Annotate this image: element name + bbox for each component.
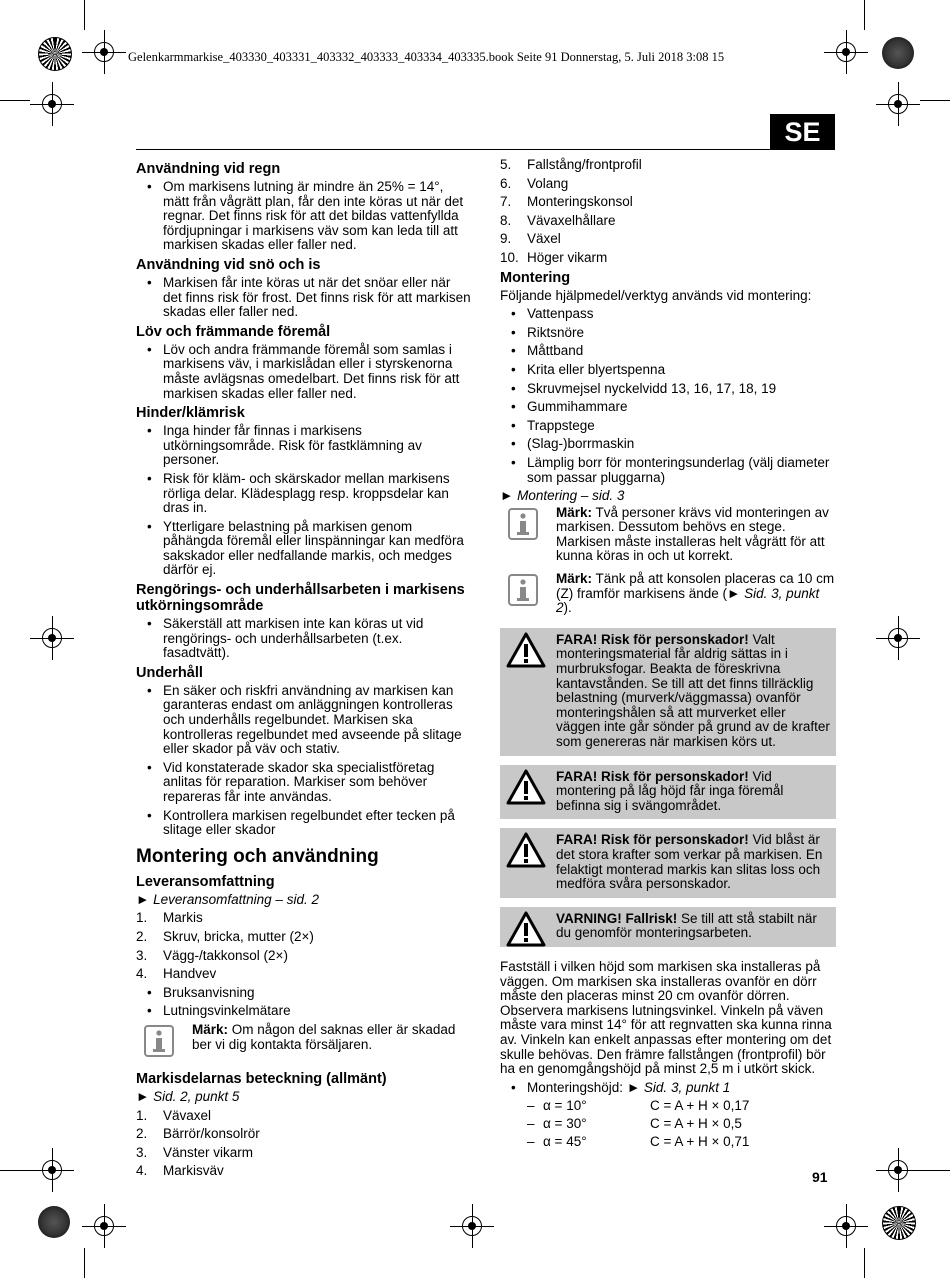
warning-label: VARNING! Fallrisk! bbox=[556, 910, 678, 926]
info-icon bbox=[144, 1025, 174, 1057]
list-item: 4. Markisväv bbox=[136, 1163, 224, 1179]
right-column bbox=[500, 158, 836, 1153]
registration-crosshair bbox=[884, 90, 912, 118]
list-item: 2. Skruv, bricka, mutter (2×) bbox=[136, 928, 314, 944]
warning-text: Se till att stå stabilt när du genomför monteringsarbeten. bbox=[556, 910, 817, 941]
bullet-list-rengoring bbox=[136, 617, 472, 661]
list-item: 3. Vänster vikarm bbox=[136, 1144, 254, 1160]
paragraph-installation-height: Fastställ i vilken höjd som markisen ska installeras på väggen. Om markisen ska installeras ovanför en dörr måste den placeras minst 20 cm ovanför dörren. Observera markisens lutningsvinkel. Vinkeln på väven måste vara minst 14° för att regnvatten ska kunna rinna av. Vinkeln kan enkelt anpassas efter montering om det skulle behövas. Den främre fallstången (frontprofil) bör ha en genomgångshöjd på minst 2,5 m i utkört skick. bbox=[500, 958, 832, 1077]
warning-triangle-icon bbox=[506, 832, 546, 868]
list-item: • Bruksanvisning bbox=[136, 986, 472, 1001]
list-item: 8. Vävaxelhållare bbox=[500, 212, 616, 228]
registration-crosshair bbox=[38, 1156, 66, 1184]
warning-text: Vid montering på låg höjd får inga föremål befinna sig i svängområdet. bbox=[556, 768, 784, 813]
list-item: • Risk för kläm- och skärskador mellan markisens rörliga delar. Klädesplagg resp. kroppsdelar kan dras in. bbox=[136, 472, 472, 516]
section-title-montering: Montering bbox=[500, 269, 571, 286]
warning-box bbox=[500, 628, 836, 756]
list-item: 9. Växel bbox=[500, 231, 561, 247]
bullet-list-leverans bbox=[136, 986, 472, 1019]
section-title-rengoring: Rengörings- och underhållsarbeten i markisens utkörningsområde bbox=[136, 582, 465, 615]
crop-line bbox=[920, 100, 950, 101]
info-icon bbox=[508, 508, 538, 540]
list-item: • Ytterligare belastning på markisen genom påhängda föremål eller linspänningar kan medföra sakskador eller nedfallande markis, och medges därför ej. bbox=[136, 520, 472, 578]
print-info-header: Gelenkarmmarkise_403330_403331_403332_403333_403334_403335.book Seite 91 Donnerstag, 5. Juli 2018 3:08 15 bbox=[128, 50, 725, 64]
list-item: • Vid konstaterade skador ska specialistföretag anlitas för reparation. Markiser som behöver repareras får inte användas. bbox=[136, 761, 472, 805]
list-item: 4. Handvev bbox=[136, 966, 217, 982]
registration-crosshair bbox=[884, 1156, 912, 1184]
list-item: • Lutningsvinkelmätare bbox=[136, 1004, 472, 1019]
warning-box bbox=[500, 828, 836, 897]
registration-crosshair bbox=[90, 38, 118, 66]
cross-reference: ► Leveransomfattning – sid. 2 bbox=[136, 891, 319, 907]
section-title-regn: Användning vid regn bbox=[136, 161, 281, 177]
list-item: 5. Fallstång/frontprofil bbox=[500, 157, 642, 172]
numbered-list-delar bbox=[136, 1109, 472, 1179]
note-text: Två personer krävs vid monteringen av markisen. Dessutom behövs en stege. Markisen måste installeras helt vågrätt för att kunna köras in och ut korrekt. bbox=[556, 504, 829, 564]
note-label: Märk: bbox=[556, 504, 593, 520]
list-item: • Gummihammare bbox=[500, 400, 836, 415]
registration-crosshair bbox=[38, 624, 66, 652]
note-box bbox=[500, 506, 836, 564]
list-item: 2. Bärrör/konsolrör bbox=[136, 1126, 260, 1142]
list-item: • En säker och riskfri användning av markisen kan garanteras endast om anläggningen kontrolleras och underhålls regelbundet. Markisen ska kontrolleras regelbundet med avseende på slitage eller skador på väv och stativ. bbox=[136, 684, 472, 757]
info-icon bbox=[508, 574, 538, 606]
list-item: 7. Monteringskonsol bbox=[500, 194, 633, 210]
formula-row: – α = 10° C = A + H × 0,17 bbox=[527, 1098, 750, 1114]
list-item: 3. Vägg-/takkonsol (2×) bbox=[136, 947, 288, 963]
paragraph: Följande hjälpmedel/verktyg används vid montering: bbox=[500, 287, 812, 303]
formula-row: – α = 30° C = A + H × 0,5 bbox=[527, 1116, 742, 1132]
list-item: • Skruvmejsel nyckelvidd 13, 16, 17, 18, 19 bbox=[500, 382, 836, 397]
list-item: 10. Höger vikarm bbox=[500, 249, 608, 265]
section-title-hinder: Hinder/klämrisk bbox=[136, 405, 245, 422]
registration-crosshair bbox=[458, 1212, 486, 1240]
section-title-sno: Användning vid snö och is bbox=[136, 256, 321, 273]
registration-crosshair bbox=[884, 624, 912, 652]
bullet-list-lov bbox=[136, 343, 472, 401]
list-item: 6. Volang bbox=[500, 175, 569, 191]
registration-dot bbox=[38, 1206, 70, 1238]
bullet-list-underhall bbox=[136, 684, 472, 838]
crop-line bbox=[0, 1170, 30, 1171]
list-item: • Krita eller blyertspenna bbox=[500, 363, 836, 378]
list-item: • Löv och andra främmande föremål som samlas i markisens väv, i markislådan eller i styrskenorna måste avlägsnas omedelbart. Det finns risk för att markisen skadas eller faller ned. bbox=[136, 343, 472, 401]
note-text-end: ). bbox=[563, 600, 572, 616]
numbered-list-leverans bbox=[136, 911, 472, 981]
registration-starburst bbox=[38, 37, 72, 71]
registration-crosshair bbox=[832, 38, 860, 66]
list-item: • (Slag-)borrmaskin bbox=[500, 437, 836, 452]
registration-crosshair bbox=[90, 1212, 118, 1240]
warning-label: FARA! Risk för personskador! bbox=[556, 832, 749, 848]
list-item: • Inga hinder får finnas i markisens utkörningsområde. Risk för fastklämning av personer. bbox=[136, 424, 472, 468]
crop-line bbox=[864, 0, 865, 30]
chapter-heading: Montering och användning bbox=[136, 845, 379, 867]
registration-crosshair bbox=[832, 1212, 860, 1240]
section-title-leverans: Leveransomfattning bbox=[136, 873, 275, 890]
warning-text: Valt monteringsmaterial får aldrig sättas in i murbruksfogar. Beakta de föreskrivna kantavstånden. Se till att det finns tillräcklig belastning (murverk/väggmassa) ovanför monteringshålen så att murverket eller väggen inte går sönder på grund av de krafter som genereras när markisen körs ut. bbox=[556, 631, 830, 749]
note-box bbox=[500, 572, 836, 616]
list-item: • Lämplig borr för monteringsunderlag (välj diameter som passar pluggarna) bbox=[500, 456, 836, 485]
bullet-list-regn bbox=[136, 180, 472, 253]
crop-line bbox=[0, 100, 30, 101]
warning-label: FARA! Risk för personskador! bbox=[556, 631, 749, 647]
list-item: • Kontrollera markisen regelbundet efter tecken på slitage eller skador bbox=[136, 809, 472, 838]
crop-line bbox=[864, 1248, 865, 1278]
note-text: Om någon del saknas eller är skadad ber vi dig kontakta försäljaren. bbox=[192, 1021, 456, 1052]
note-label: Märk: bbox=[556, 571, 593, 587]
cross-reference: ► Sid. 2, punkt 5 bbox=[136, 1088, 240, 1104]
list-item: • Trappstege bbox=[500, 419, 836, 434]
formula-row: – α = 45° C = A + H × 0,71 bbox=[527, 1134, 750, 1150]
note-box bbox=[136, 1023, 472, 1063]
list-item: • Måttband bbox=[500, 344, 836, 359]
warning-text: Vid blåst är det stora krafter som verkar på markisen. En felaktigt monterad markis kan slitas loss och medföra svåra personskador. bbox=[556, 832, 823, 892]
crop-line bbox=[84, 1248, 85, 1278]
registration-dot bbox=[882, 37, 914, 69]
page-number: 91 bbox=[812, 1169, 828, 1185]
section-title-delar: Markisdelarnas beteckning (allmänt) bbox=[136, 1070, 387, 1087]
section-title-underhall: Underhåll bbox=[136, 664, 203, 681]
cross-reference: ► Sid. 3, punkt 1 bbox=[626, 1079, 731, 1095]
list-item: • Om markisens lutning är mindre än 25% = 14°, mätt från vågrätt plan, får den inte köras ut när det regnar. Det finns risk för att det bildas vattenfyllda fördjupningar i markisens väv som kan leda till att markisen skadas eller faller ned. bbox=[136, 180, 472, 253]
list-item: 1. Vävaxel bbox=[136, 1107, 212, 1123]
registration-starburst bbox=[882, 1206, 916, 1240]
warning-box bbox=[500, 907, 836, 947]
warning-label: FARA! Risk för personskador! bbox=[556, 768, 749, 784]
warning-triangle-icon bbox=[506, 769, 546, 805]
note-label: Märk: bbox=[192, 1021, 229, 1037]
cross-reference: ► Montering – sid. 3 bbox=[500, 488, 625, 504]
crop-line bbox=[920, 1170, 950, 1171]
list-item: • Säkerställ att markisen inte kan köras ut vid rengörings- och underhållsarbeten (t.ex. fasadtvätt). bbox=[136, 617, 472, 661]
bullet-list-sno bbox=[136, 276, 472, 320]
note-text: Tänk på att konsolen placeras ca 10 cm (Z) framför markisens ände ( bbox=[556, 571, 835, 601]
list-item: 1. Markis bbox=[136, 910, 203, 926]
note-reference: ► Sid. 3, punkt 2 bbox=[556, 585, 820, 616]
registration-crosshair bbox=[38, 90, 66, 118]
warning-triangle-icon bbox=[506, 632, 546, 668]
list-item: • Vattenpass bbox=[500, 307, 836, 322]
list-item: • Monteringshöjd: ► Sid. 3, punkt 1 bbox=[500, 1081, 836, 1096]
section-title-lov: Löv och främmande föremål bbox=[136, 323, 331, 340]
crop-line bbox=[84, 0, 85, 30]
list-item: • Riktsnöre bbox=[500, 326, 836, 341]
formula-table bbox=[500, 1099, 836, 1153]
left-column bbox=[136, 158, 472, 1183]
bullet-list-hinder bbox=[136, 424, 472, 578]
header-rule bbox=[136, 149, 772, 150]
language-tab: SE bbox=[770, 114, 835, 150]
numbered-list-delar-cont bbox=[500, 158, 836, 266]
warning-box bbox=[500, 765, 836, 820]
list-item: • Markisen får inte köras ut när det snöar eller när det finns risk för frost. Det finns risk för att markisen skadas eller faller ned. bbox=[136, 276, 472, 320]
warning-triangle-icon bbox=[506, 911, 546, 947]
tools-list bbox=[500, 307, 836, 485]
bullet-list-height bbox=[500, 1081, 836, 1096]
